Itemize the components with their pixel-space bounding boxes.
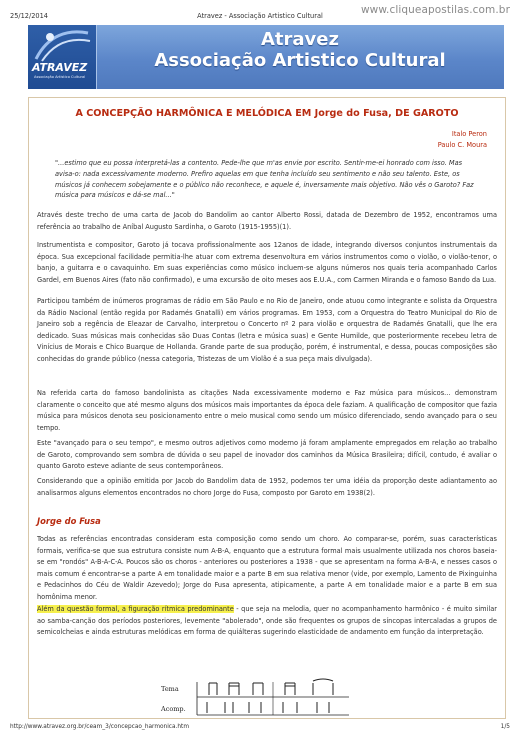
logo-subtitle: Associação Artistico Cultural: [34, 75, 86, 79]
epigraph-quote: "...estimo que eu possa interpretá-las a contento. Pede-lhe que m'as envie por escrito. Sentir-me-ei honrado com isso. Mas avisa-o: nada excessivamente moderno. Prefiro aquelas em que tenha incluído seu sentimento e não seu talento. Este, os músicos já conhecem sobejamente e o público não reconhece, e aquele é, inversamente mais objetivo. Não vês o Garoto? Faz música para músicos e dá-se mal...": [55, 159, 474, 200]
watermark: www.cliqueapostilas.com.br: [360, 4, 510, 16]
site-banner: [28, 25, 504, 89]
highlighted-text: Além da questão formal, a figuração rítmica predominante: [37, 605, 234, 613]
paragraph: Este "avançado para o seu tempo", e mesmo outros adjetivos como moderno já foram amplamente empregados em relação ao trabalho de Garoto, comprovando sem sombra de dúvida o seu papel de inovador dos caminhos da Música Brasileira; difícil, contudo, é avaliar o quanto Garoto esteve adiante de seus contemporâneos.: [37, 439, 497, 471]
paragraph: Todas as referências encontradas consideram esta composição como sendo um choro. Ao comparar-se, porém, suas características formais, verifica-se que sua estrutura consiste num A-B-A, enquanto que a estrutura formal mais usualmente utilizada nos choros baseia-se em "rondós" A-B-A-C-A. Poucos são os choros - anteriores ou posteriores a 1938 - que se apresentam na forma A-B-A, e nesses casos o mais comum é encontrar-se a parte A em tonalidade maior e a parte B em sua relativa menor (vide, por exemplo, Lamento de Pixinguinha e Pedacinhos do Céu de Waldir Azevedo); Jorge do Fusa apresenta, atipicamente, a parte A em tonalidade maior e a parte B em sua homônima menor.: [37, 535, 497, 601]
page-number: 1/5: [500, 724, 510, 730]
music-notation-figure: [157, 678, 353, 718]
paragraph: Considerando que a opinião emitida por Jacob do Bandolim data de 1952, podemos ter uma idéia da proporção deste adiantamento ao analisarmos alguns elementos encontrados no choro Jorge do Fusa, composto por Garoto em 1938(2).: [37, 477, 497, 497]
paragraph: Instrumentista e compositor, Garoto já tocava profissionalmente aos 12anos de idade, integrando diversos conjuntos instrumentais da época. Sua excepcional facilidade permitia-lhe atuar com extrema desenvoltura em vários instrumentos como o violão, o violão-tenor, o banjo, a guitarra e o cavaquinho. Em suas experiências como músico incluem-se alguns números nos quais teria acompanhado Carlos Gardel, em Buenos Aires (fato não confirmado), e uma excursão de oito meses aos E.U.A., com Carmen Miranda e o famoso Bando da Lua.: [37, 241, 497, 284]
staff-label-tema: Tema: [161, 685, 179, 693]
print-title: Atravez - Associação Artistico Cultural: [197, 12, 323, 20]
section-heading: Jorge do Fusa: [37, 516, 101, 526]
paragraph: Na referida carta do famoso bandolinista as citações Nada excessivamente moderno e Faz música para músicos... demonstram claramente o conceito que até mesmo alguns dos músicos mais importantes da época dele faziam. A qualificação de compositor que fazia música para músicos denota seu posicionamento entre o meio musical como sendo um músico diferenciado, sendo avançado para o seu tempo.: [37, 389, 497, 432]
page-url: http://www.atravez.org.br/ceam_3/concepcao_harmonica.htm: [10, 724, 189, 730]
staff-label-acomp: Acomp.: [161, 705, 186, 713]
authors: [438, 129, 487, 151]
article-content: [28, 97, 506, 719]
author-name: Paulo C. Moura: [437, 141, 487, 149]
author-name: Italo Peron: [451, 130, 487, 138]
paragraph-text: - que seja na melodia, quer no acompanhamento harmônico - é muito similar ao samba-canção dos períodos posteriores, levemente "abolerado", onde são frequentes os grupos de síncopas intercaladas a grupos de semicolcheias e ainda estruturas melódicas em forma de quiálteras sugerindo elasticidade de andamento em função da interpretação.: [37, 605, 497, 637]
paragraph: Participou também de inúmeros programas de rádio em São Paulo e no Rio de Janeiro, onde atuou como integrante e solista da Orquestra da Rádio Nacional (então regida por Radamés Gnatalli) em vários programas. Em 1953, com a Orquestra do Teatro Municipal do Rio de Janeiro sob a regência de Eleazar de Carvalho, interpretou o Concerto nº 2 para violão e orquestra de Radamés Gnatalli, que lhe era dedicado. Suas músicas mais conhecidas são Duas Contas (letra e música suas) e Gente Humilde, que posteriormente recebeu letra de Vinícius de Morais e Chico Buarque de Hollanda. Grande parte de sua produção, porém, é instrumental, e dessa, poucas composições são conhecidas do grande público (nessa categoria, Tristezas de um Violão é a sua peça mais divulgada).: [37, 297, 497, 363]
article-title: A CONCEPÇÃO HARMÔNICA E MELÓDICA EM Jorge do Fusa, DE GAROTO: [75, 108, 459, 119]
paragraph: Através deste trecho de uma carta de Jacob do Bandolim ao cantor Alberto Rossi, datada de Dezembro de 1952, encontramos uma referência ao trabalho de Aníbal Augusto Sardinha, o Garoto (1915-1955)(1).: [37, 211, 497, 231]
logo-swoosh-icon: [28, 25, 96, 65]
print-date: 25/12/2014: [10, 12, 49, 20]
rhythm-notes-icon: [207, 679, 333, 713]
banner-title-line1: Atravez: [261, 29, 339, 50]
logo[interactable]: [28, 25, 97, 89]
paragraph-highlighted: [37, 604, 497, 639]
banner-title: [96, 29, 504, 71]
banner-title-line2: Associação Artistico Cultural: [154, 50, 446, 71]
logo-word: ATRAVEZ: [32, 61, 88, 74]
